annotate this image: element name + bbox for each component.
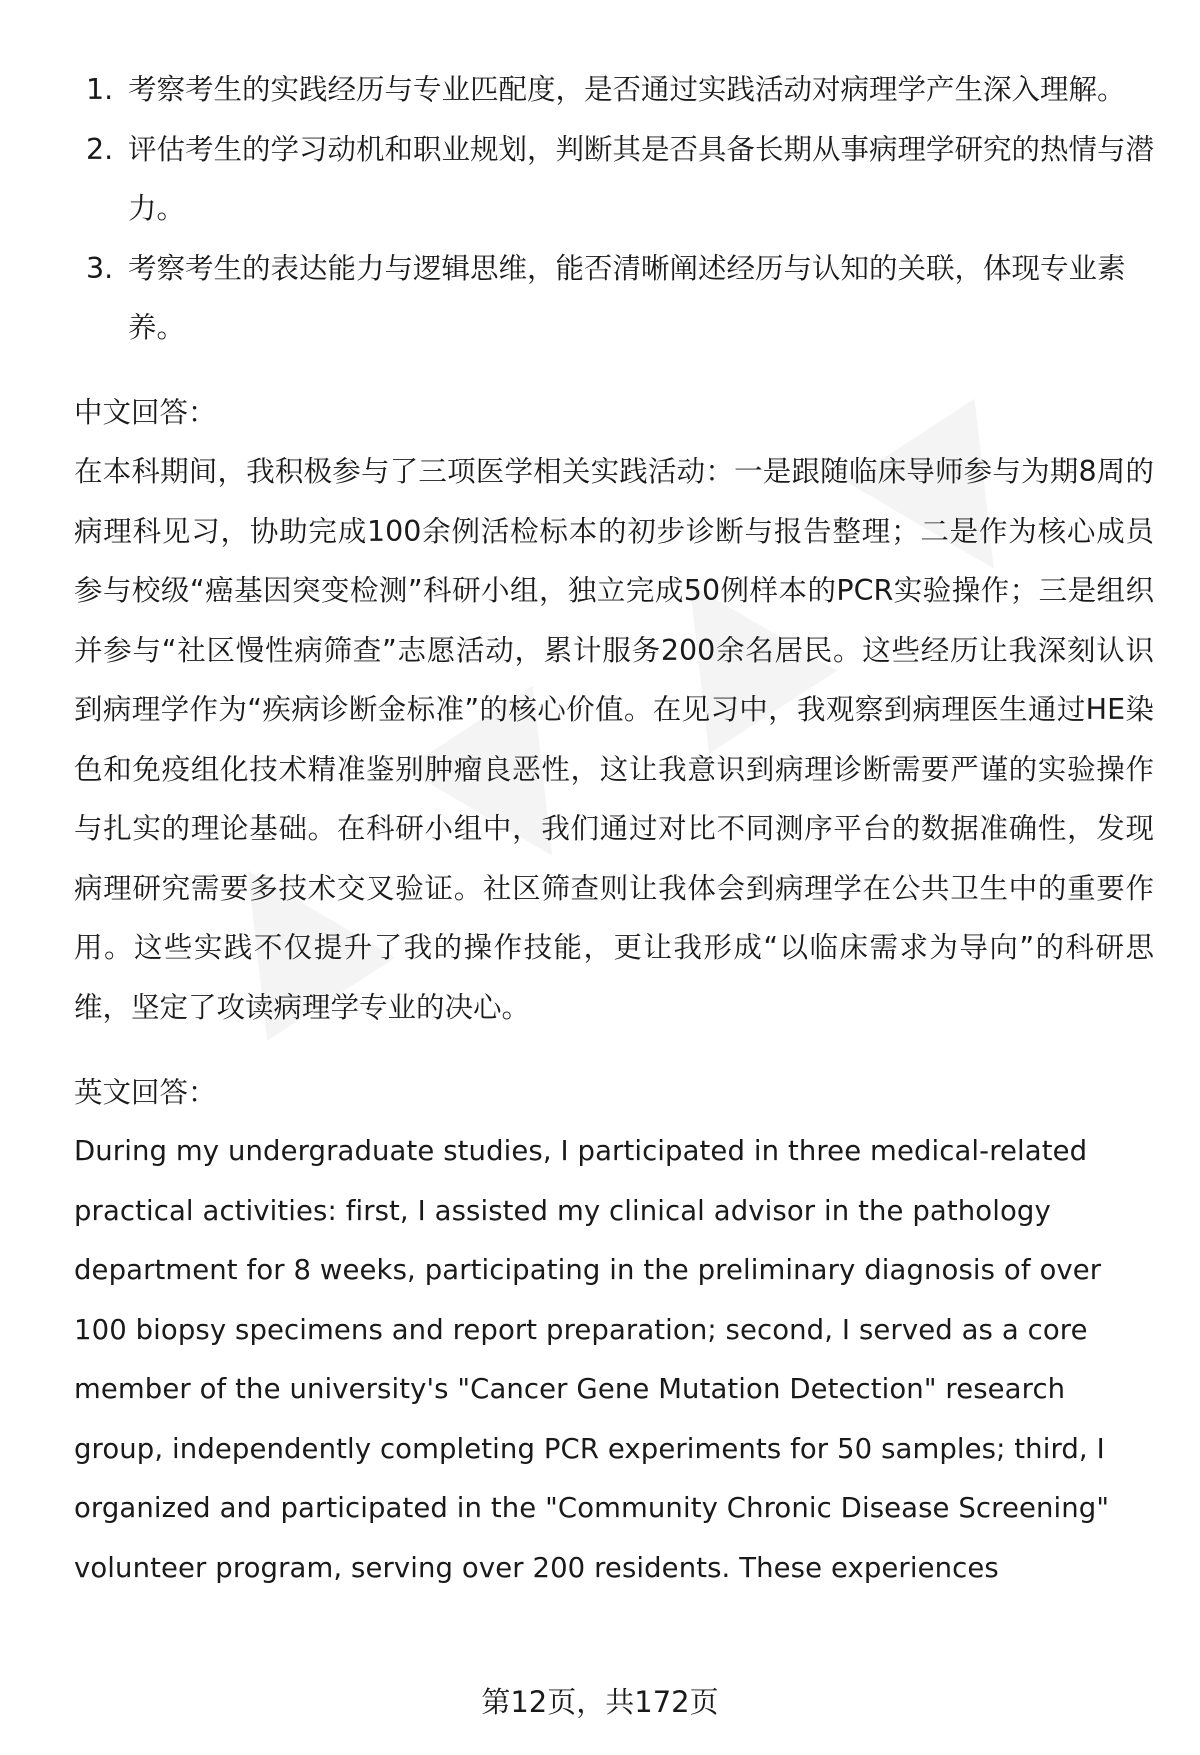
criteria-item-1 <box>74 60 1154 119</box>
criteria-item-3 <box>74 239 1154 357</box>
criteria-number: 2. <box>86 133 114 166</box>
evaluation-criteria-list <box>74 60 1154 357</box>
english-answer-title: 英文回答： <box>74 1076 217 1109</box>
criteria-text: 评估考生的学习动机和职业规划，判断其是否具备长期从事病理学研究的热情与潜力。 <box>128 133 1155 225</box>
criteria-number: 1. <box>86 73 114 106</box>
page-number-label: 第12页，共172页 <box>481 1685 719 1719</box>
chinese-answer-text: 在本科期间，我积极参与了三项医学相关实践活动：一是跟随临床导师参与为期8周的病理科见习，协助完成100余例活检标本的初步诊断与报告整理；二是作为核心成员参与校级“癌基因突变检测”科研小组，独立完成50例样本的PCR实验操作；三是组织并参与“社区慢性病筛查”志愿活动，累计服务200余名居民。这些经历让我深刻认识到病理学作为“疾病诊断金标准”的核心价值。在见习中，我观察到病理医生通过HE染色和免疫组化技术精准鉴别肿瘤良恶性，这让我意识到病理诊断需要严谨的实验操作与扎实的理论基础。在科研小组中，我们通过对比不同测序平台的数据准确性，发现病理研究需要多技术交叉验证。社区筛查则让我体会到病理学在公共卫生中的重要作用。这些实践不仅提升了我的操作技能，更让我形成“以临床需求为导向”的科研思维，坚定了攻读病理学专业的决心。 <box>74 455 1154 1024</box>
chinese-answer-title: 中文回答： <box>74 396 217 429</box>
criteria-text: 考察考生的实践经历与专业匹配度，是否通过实践活动对病理学产生深入理解。 <box>128 73 1126 106</box>
criteria-text: 考察考生的表达能力与逻辑思维，能否清晰阐述经历与认知的关联，体现专业素养。 <box>128 252 1126 344</box>
english-answer-text: During my undergraduate studies, I participated in three medical-related practical activities: first, I assisted my clinical advisor in the pathology department for 8 weeks, participating in the preliminary diagnosis of over 100 biopsy specimens and report preparation; second, I served as a core member of the university's "Cancer Gene Mutation Detection" research group, independently completing PCR experiments for 50 samples; third, I organized and participated in the "Community Chronic Disease Screening" volunteer program, serving over 200 residents. These experiences <box>74 1135 1110 1584</box>
criteria-item-2 <box>74 120 1154 238</box>
page-footer <box>0 1682 1200 1722</box>
criteria-number: 3. <box>86 252 114 285</box>
page-content <box>74 60 1154 1598</box>
